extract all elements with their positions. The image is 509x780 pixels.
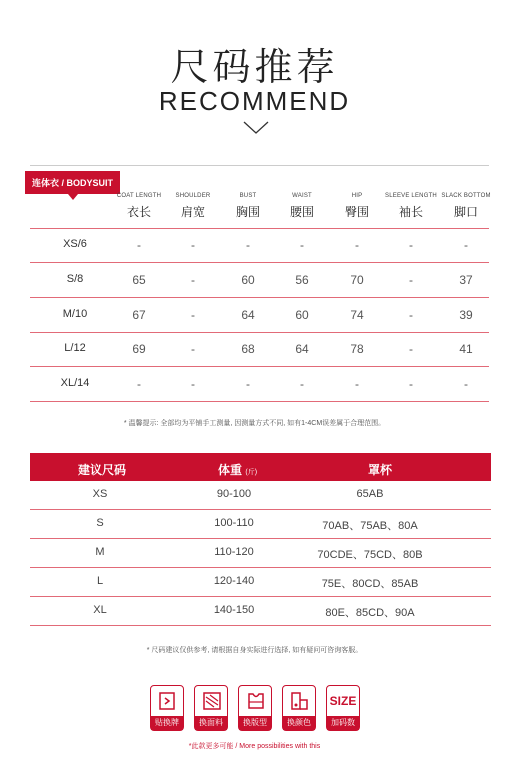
table-cell: - xyxy=(137,238,141,252)
size-add-icon: SIZE 加码数 xyxy=(326,685,360,731)
recommend-cup: 70CDE、75CD、80B xyxy=(317,548,423,561)
column-header-en: SLACK BOTTOM xyxy=(441,193,491,199)
table-cell: - xyxy=(246,376,250,391)
table-cell: - xyxy=(191,376,195,391)
row-divider xyxy=(30,401,489,402)
row-divider xyxy=(30,567,491,568)
table-cell: 41 xyxy=(459,342,473,356)
table-cell: 39 xyxy=(459,307,473,322)
header-size: 建议尺码 xyxy=(78,463,127,477)
column-header xyxy=(272,193,332,220)
column-header-cn: 臀围 xyxy=(344,205,369,219)
measurement-note: * 温馨提示: 全部均为平铺手工测量, 因测量方式不同, 如有1-4CM误差属于合理范围。 xyxy=(123,420,386,427)
table-cell: 37 xyxy=(459,272,473,287)
recommend-cup: 65AB xyxy=(356,488,384,500)
table-cell: - xyxy=(409,342,413,356)
column-header-en: COAT LENGTH xyxy=(116,193,162,199)
table-cell: 70 xyxy=(350,272,364,287)
table-cell: 69 xyxy=(132,342,146,356)
recommend-cup: 75E、80CD、85AB xyxy=(321,577,419,590)
row-divider xyxy=(30,509,491,510)
recommend-cup: 80E、85CD、90A xyxy=(325,606,415,619)
column-header-cn: 脚口 xyxy=(453,205,478,219)
recommend-size: L xyxy=(96,574,104,587)
table-cell: - xyxy=(464,376,468,391)
pattern-swap-icon: 换版型 xyxy=(238,685,272,731)
column-header xyxy=(381,193,441,220)
column-header-cn: 袖长 xyxy=(398,205,423,219)
table-cell: - xyxy=(191,307,195,322)
recommend-weight: 140-150 xyxy=(213,603,255,616)
column-header xyxy=(163,193,223,220)
column-header-en: WAIST xyxy=(292,193,312,199)
fabric-swap-icon: 换面料 xyxy=(194,685,228,731)
row-divider xyxy=(30,538,491,539)
size-label: XS/6 xyxy=(63,238,87,250)
header-cup: 罩杯 xyxy=(368,463,393,477)
size-label: S/8 xyxy=(66,272,84,285)
column-header-cn: 腰围 xyxy=(289,205,314,219)
table-cell: 56 xyxy=(295,272,309,287)
divider xyxy=(30,165,489,166)
table-cell: 60 xyxy=(295,307,309,322)
table-cell: 65 xyxy=(132,272,146,287)
size-label: L/12 xyxy=(64,342,86,354)
tag-pointer xyxy=(68,194,78,200)
more-possibilities-note: *此款更多可能 / More possibilities with this xyxy=(188,743,321,750)
column-header-en: SHOULDER xyxy=(175,193,211,199)
table-cell: - xyxy=(300,238,304,252)
recommend-weight: 120-140 xyxy=(213,574,255,587)
table-cell: - xyxy=(300,376,304,391)
row-divider xyxy=(30,228,489,229)
table-cell: - xyxy=(191,238,195,252)
table-cell: 64 xyxy=(295,342,309,356)
table-cell: 64 xyxy=(241,307,255,322)
page-title-cn: 尺码推荐 xyxy=(170,45,339,89)
table-cell: 74 xyxy=(350,307,364,322)
column-header xyxy=(109,193,169,220)
table-cell: - xyxy=(137,376,141,391)
recommend-weight: 100-110 xyxy=(214,516,254,529)
column-header xyxy=(327,193,387,220)
recommend-size: XS xyxy=(92,488,108,500)
column-header-cn: 衣长 xyxy=(126,205,151,219)
recommend-size: XL xyxy=(93,603,107,616)
table-cell: 67 xyxy=(132,307,146,322)
color-swap-icon: 换颜色 xyxy=(282,685,316,731)
table-cell: - xyxy=(464,238,468,252)
table-cell: - xyxy=(409,238,413,252)
column-header-en: HIP xyxy=(351,193,363,199)
row-divider xyxy=(30,332,489,333)
recommend-table-header xyxy=(30,453,491,481)
size-label: XL/14 xyxy=(60,376,90,389)
table-cell: - xyxy=(409,376,413,391)
table-cell: - xyxy=(191,272,195,287)
category-tag: 连体衣 / BODYSUIT xyxy=(25,171,120,194)
table-cell: 68 xyxy=(241,342,255,356)
table-cell: - xyxy=(355,376,359,391)
recommend-size: M xyxy=(95,545,105,558)
recommend-note: * 尺码建议仅供参考, 请根据自身实际进行选择, 如有疑问可咨询客服。 xyxy=(146,647,363,654)
column-header-en: SLEEVE LENGTH xyxy=(385,193,437,199)
column-header-cn: 胸围 xyxy=(235,205,260,219)
table-cell: - xyxy=(355,238,359,252)
row-divider xyxy=(30,366,489,367)
table-cell: 78 xyxy=(350,342,364,356)
recommend-size: S xyxy=(96,516,104,529)
size-label: M/10 xyxy=(62,307,88,320)
column-header-en: BUST xyxy=(239,193,257,199)
table-cell: - xyxy=(191,342,195,356)
recommend-weight: 110-120 xyxy=(214,545,254,558)
table-cell: - xyxy=(246,238,250,252)
recommend-cup: 70AB、75AB、80A xyxy=(322,519,418,532)
header-weight: 体重 (斤) xyxy=(218,463,258,477)
row-divider xyxy=(30,596,491,597)
recommend-weight: 90-100 xyxy=(216,488,252,500)
row-divider xyxy=(30,625,491,626)
table-cell: - xyxy=(409,272,413,287)
column-header-cn: 肩宽 xyxy=(180,205,205,219)
page-title-en: RECOMMEND xyxy=(158,86,351,116)
table-cell: - xyxy=(409,307,413,322)
label-swap-icon: 贴换牌 xyxy=(150,685,184,731)
table-cell: 60 xyxy=(241,272,255,287)
column-header xyxy=(436,193,496,220)
chevron-down-icon xyxy=(243,121,269,135)
row-divider xyxy=(30,262,489,263)
column-header xyxy=(218,193,278,220)
row-divider xyxy=(30,297,489,298)
